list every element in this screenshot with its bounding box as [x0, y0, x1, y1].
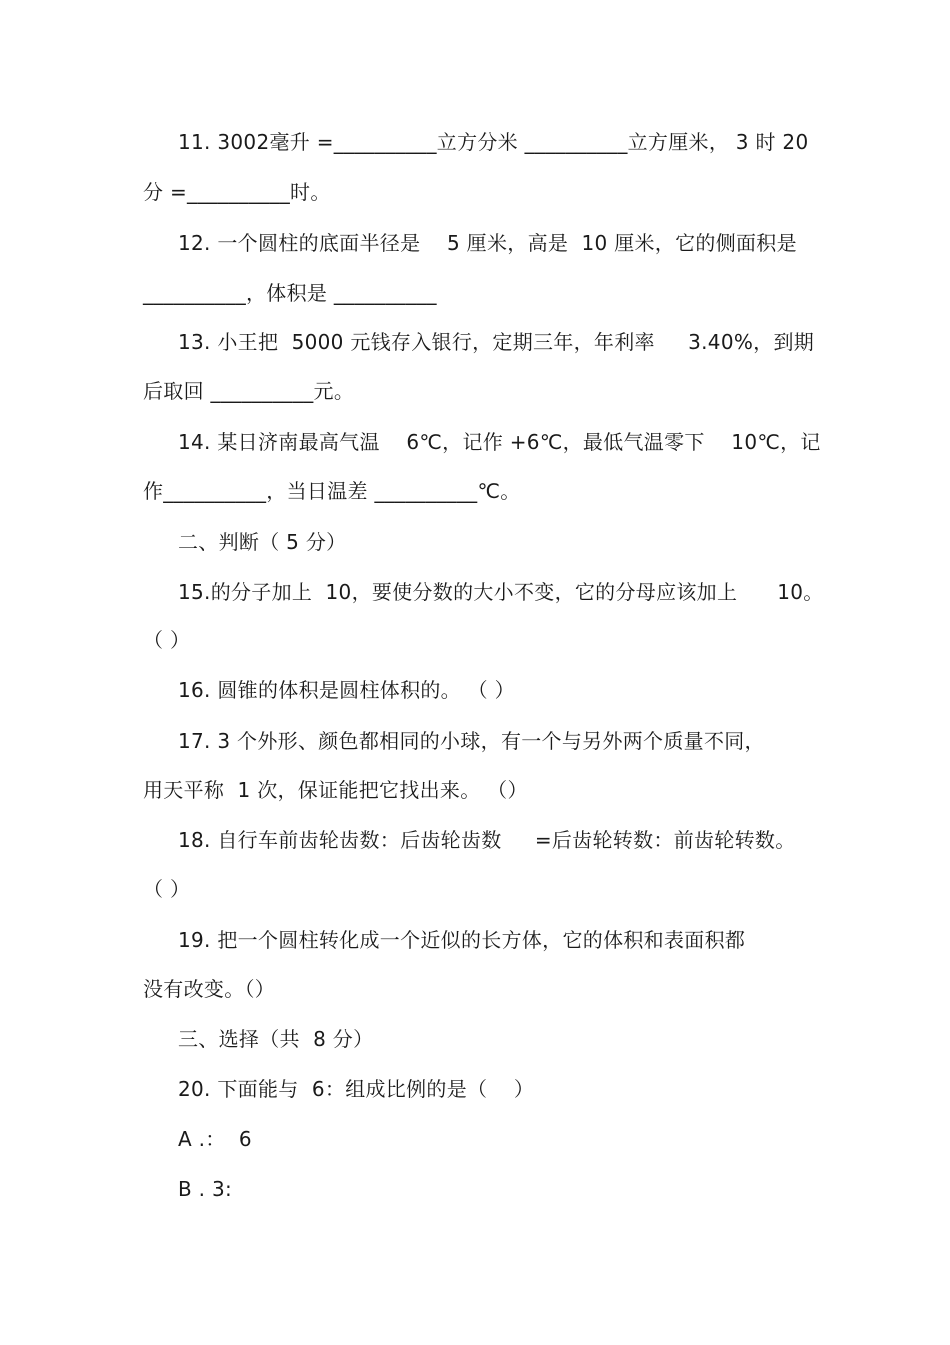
question-17-line-2: 用天平称 1 次，保证能把它找出来。 （） — [143, 778, 528, 802]
question-19-line-1: 19. 把一个圆柱转化成一个近似的长方体，它的体积和表面积都 — [178, 928, 746, 952]
question-20: 20. 下面能与 6：组成比例的是（ ） — [178, 1077, 535, 1101]
question-11-line-2: 分 =__________时。 — [143, 180, 331, 204]
question-18-line-1: 18. 自行车前齿轮齿数：后齿轮齿数 =后齿轮转数：前齿轮转数。 — [178, 828, 796, 852]
question-15-line-2: （ ） — [143, 628, 191, 652]
question-13-line-1: 13. 小王把 5000 元钱存入银行，定期三年，年利率 3.40%，到期 — [178, 330, 815, 354]
question-12-line-2: __________，体积是 __________ — [143, 281, 437, 305]
question-18-line-2: （ ） — [143, 877, 191, 901]
question-11-line-1: 11. 3002毫升 =__________立方分米 __________立方厘米， 3 时 20 — [178, 130, 809, 154]
question-14-line-2: 作__________，当日温差 __________℃。 — [143, 479, 521, 503]
question-13-line-2: 后取回 __________元。 — [143, 379, 355, 403]
question-16: 16. 圆锥的体积是圆柱体积的。 （ ） — [178, 678, 515, 702]
question-19-line-2: 没有改变。（） — [143, 977, 276, 1001]
question-17-line-1: 17. 3 个外形、颜色都相同的小球，有一个与另外两个质量不同， — [178, 729, 765, 753]
section-3-heading: 三、选择（共 8 分） — [178, 1027, 374, 1051]
option-a: A .： 6 — [178, 1127, 252, 1151]
question-12-line-1: 12. 一个圆柱的底面半径是 5 厘米，高是 10 厘米，它的侧面积是 — [178, 231, 797, 255]
option-b: B . 3: — [178, 1177, 233, 1201]
section-2-heading: 二、判断（ 5 分） — [178, 530, 347, 554]
question-14-line-1: 14. 某日济南最高气温 6℃，记作 +6℃，最低气温零下 10℃，记 — [178, 430, 821, 454]
question-15-line-1: 15.的分子加上 10，要使分数的大小不变，它的分母应该加上 10。 — [178, 580, 824, 604]
